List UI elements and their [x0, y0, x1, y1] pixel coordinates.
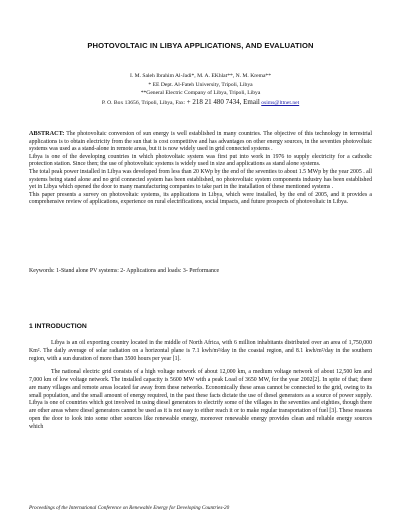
abstract-paragraph: The total peak power installed in Libya was developed from less than 20 KWp by the end of the seventies to about 1.5 MWp by the year 2005 . all systems being stand alone and no grid connected system has been established, no photovoltaic system components industry has been established yet in Libya which opened the door to many manufacturing companies to take part in the installation of these mentioned systems . [29, 168, 372, 191]
fax-number: + 218 21 480 7434, Email [186, 97, 260, 106]
abstract-label: ABSTRACT: [29, 130, 65, 137]
page-footer: Proceedings of the International Conference on Renewable Energy for Developing Countries-20 [29, 505, 230, 511]
contact-prefix: P. O. Box 13656, Tripoli, Libya, Fax: [101, 99, 186, 106]
abstract [29, 130, 372, 207]
paper-title: PHOTOVOLTAIC IN LIBYA APPLICATIONS, AND EVALUATION [87, 41, 314, 50]
abstract-paragraph: This paper presents a survey on photovoltaic systems, its applications in Libya, which were installed, by the end of 2005, and it provides a comprehensive review of applications, experience on rural electrifications, social impacts, and future prospects of photovoltaic in Libya. [29, 191, 372, 206]
contact-line [0, 98, 401, 108]
abstract-paragraph: Libya is one of the developing countries in which photovoltaic system was first put into work in 1976 to supply electricity for a cathodic protection station. Since then; the use of photovoltaic systems is widely used in size and applications as stand alone systems. [29, 153, 372, 168]
body-paragraph: Libya is an oil exporting country located in the middle of North Africa, with 6 million inhabitants distributed over an area of 1,750,000 Km². The daily average of solar radiation on a horizontal plane is 7.1 kwh/m²/day in the coastal region, and 8.1 kwh/m²/day in the southern region, with a sun duration of more than 3500 hours per year [1]. [29, 340, 372, 362]
abstract-text-1: The photovoltaic conversion of sun energy is well established in many countries. The objective of this technology in terrestrial applications is to obtain electricity from the sun that is cost competitive and has advantages on other energy sources, in the seventies photovoltaic systems was used as a stand-alone in remote areas, but it is now widely used in grid connected systems . [29, 131, 372, 153]
keywords: Keywords: 1-Stand alone PV systems: 2- Applications and loads: 3- Performance [29, 268, 220, 274]
email-link[interactable]: osims@lttnet.net [261, 99, 300, 106]
abstract-paragraph [29, 130, 372, 154]
affiliation-1: * EE Dept. Al-Fateh University, Tripoli, Libya [148, 81, 253, 88]
author-names: I. M. Saleh Ibrahim Al-Jadi*, M. A. EKhlat**, N. M. Krema** [129, 73, 272, 79]
author-block [0, 72, 401, 107]
section-body [29, 340, 372, 437]
affiliation-2: **General Electric Company of Libya, Tripoli, Libya [140, 90, 261, 97]
body-paragraph: The national electric grid consists of a high voltage network of about 12,000 km, a medium voltage network of about 12,500 km and 7,000 km of low voltage network. The installed capacity is 5600 MW with a peak Load of 3650 MW, for the year 2002[2]. In spite of that; there are many villages and remote areas located far away from these networks. Economically these areas cannot be connected to the grid, owing to its small population, and the small amount of energy required, in the past these facts dictate the use of diesel generators as a source of power supply. Libya is one of countries which got involved in using diesel generators to electrify some of the villages in the seventies and eighties, though there are other areas where diesel generators cannot be used as it is not easy to either reach it or to make regular transportation of fuel [3]. These reasons open the door to look into some other sources like renewable energy, moreover renewable energy provides clean and reliable energy sources which [29, 369, 372, 430]
section-heading: 1 INTRODUCTION [29, 323, 87, 330]
